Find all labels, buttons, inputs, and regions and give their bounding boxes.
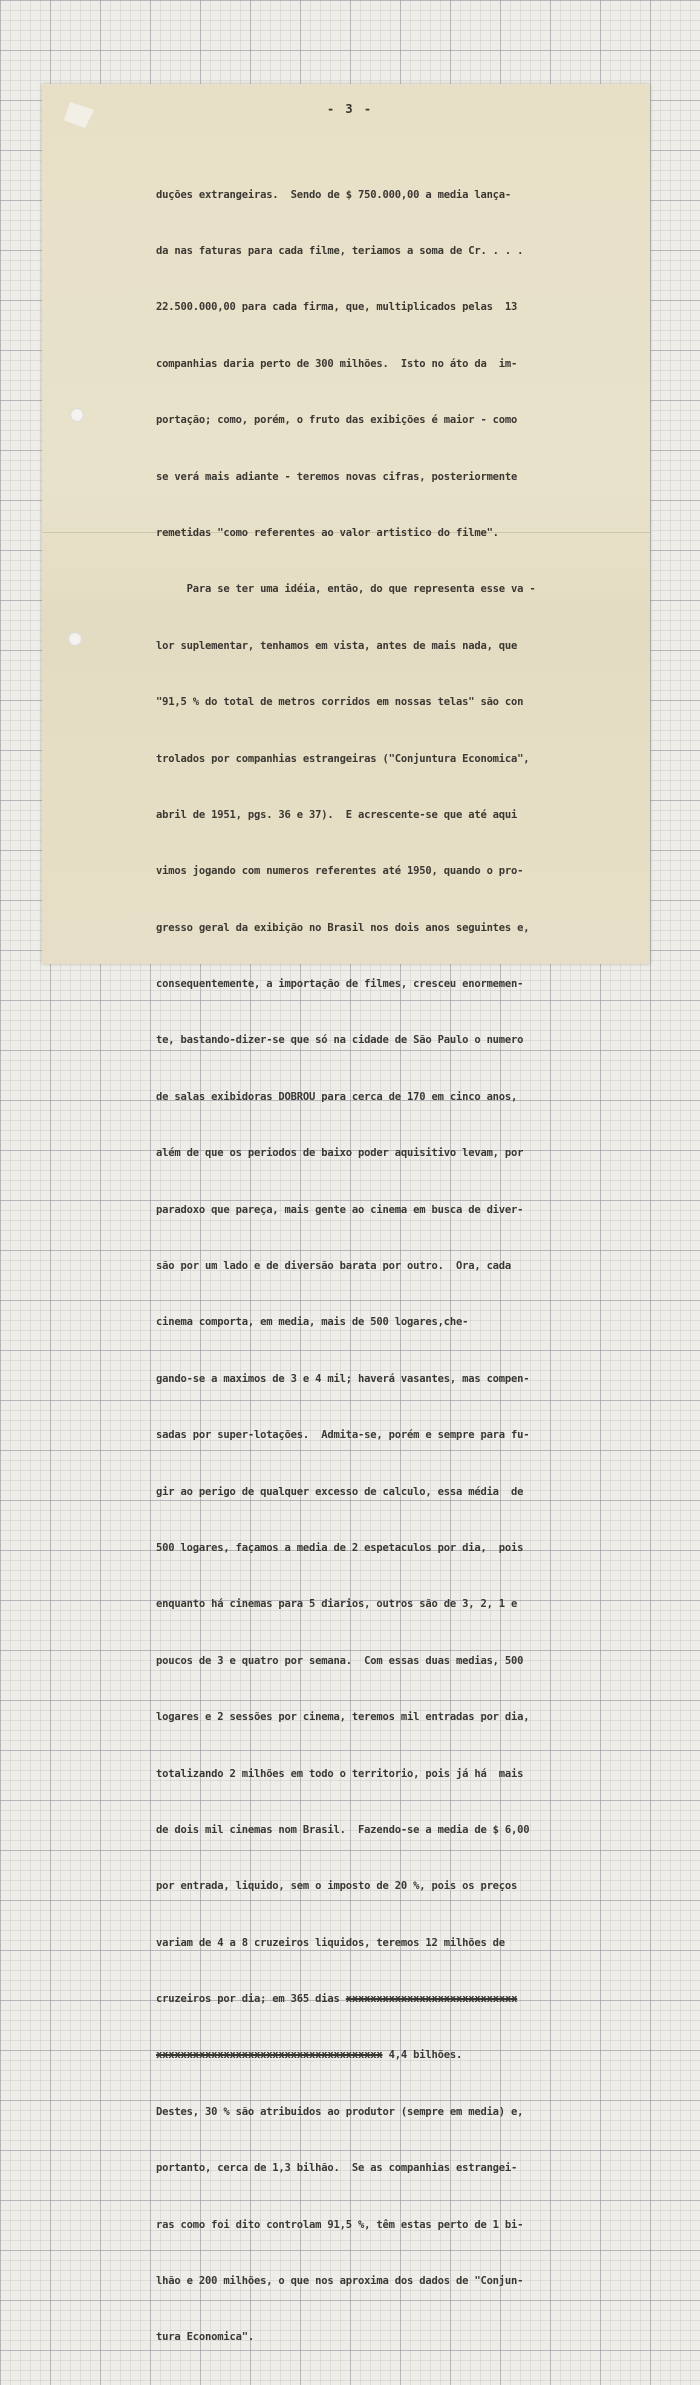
text-line: tura Economica". xyxy=(156,2331,254,2344)
text-line: sadas por super-lotações. Admita-se, porém e sempre para fu- xyxy=(156,1429,530,1442)
text-line xyxy=(156,1990,588,2009)
typewritten-page xyxy=(42,84,650,2344)
text-line: Para se ter uma idéia, então, do que representa esse va - xyxy=(156,583,536,596)
text-line: portação; como, porém, o fruto das exibições é maior - como xyxy=(156,414,518,427)
struck-out-text: xxxxxxxxxxxxxxxxxxxxxxxxxxxx xyxy=(345,1993,518,2006)
torn-corner xyxy=(64,102,94,128)
text-line: paradoxo que pareça, mais gente ao cinema em busca de diver- xyxy=(156,1203,524,1216)
text-line: variam de 4 a 8 cruzeiros liquidos, teremos 12 milhões de xyxy=(156,1936,505,1949)
text-line: totalizando 2 milhões em todo o territorio, pois já há mais xyxy=(156,1767,524,1780)
text-line: lhão e 200 milhões, o que nos aproxima dos dados de "Conjun- xyxy=(156,2275,524,2288)
text-line: gir ao perigo de qualquer excesso de calculo, essa média de xyxy=(156,1485,524,1498)
text-line: te, bastando-dizer-se que só na cidade de São Paulo o numero xyxy=(156,1034,524,1047)
text-line: enquanto há cinemas para 5 diarios, outros são de 3, 2, 1 e xyxy=(156,1598,518,1611)
text-line: além de que os periodos de baixo poder aquisitivo levam, por xyxy=(156,1147,524,1160)
text-line: cinema comporta, em media, mais de 500 logares,che- xyxy=(156,1316,469,1329)
text-line: portanto, cerca de 1,3 bilhão. Se as companhias estrangei- xyxy=(156,2162,518,2175)
text-line: por entrada, liquido, sem o imposto de 20 %, pois os preços xyxy=(156,1880,518,1893)
text-line: lor suplementar, tenhamos em vista, antes de mais nada, que xyxy=(156,639,518,652)
text-line: gando-se a maximos de 3 e 4 mil; haverá vasantes, mas compen- xyxy=(156,1372,530,1385)
text-line: se verá mais adiante - teremos novas cifras, posteriormente xyxy=(156,470,518,483)
text-line: 500 logares, façamos a media de 2 espetaculos por dia, pois xyxy=(156,1541,524,1554)
text-line xyxy=(156,2046,588,2065)
text-line: trolados por companhias estrangeiras ("Conjuntura Economica", xyxy=(156,752,530,765)
text-line: remetidas "como referentes ao valor artistico do filme". xyxy=(156,526,499,539)
text-line: consequentemente, a importação de filmes, cresceu enormemen- xyxy=(156,978,524,991)
text-fragment: 4,4 bilhões. xyxy=(382,2049,463,2062)
text-line: são por um lado e de diversão barata por outro. Ora, cada xyxy=(156,1260,512,1273)
text-line: da nas faturas para cada filme, teriamos a soma de Cr. . . . xyxy=(156,244,524,257)
punch-hole-top xyxy=(70,408,84,422)
punch-hole-bottom xyxy=(68,632,82,646)
text-line: gresso geral da exibição no Brasil nos dois anos seguintes e, xyxy=(156,921,530,934)
text-line: logares e 2 sessões por cinema, teremos mil entradas por dia, xyxy=(156,1711,530,1724)
text-line: vimos jogando com numeros referentes até 1950, quando o pro- xyxy=(156,865,524,878)
text-line: de dois mil cinemas nom Brasil. Fazendo-se a media de $ 6,00 xyxy=(156,1823,530,1836)
text-line: poucos de 3 e quatro por semana. Com essas duas medias, 500 xyxy=(156,1654,524,1667)
body-text xyxy=(156,148,588,2385)
text-line: abril de 1951, pgs. 36 e 37). E acrescente-se que até aqui xyxy=(156,808,518,821)
text-line: "91,5 % do total de metros corridos em nossas telas" são con xyxy=(156,696,524,709)
text-line: duções extrangeiras. Sendo de $ 750.000,00 a media lança- xyxy=(156,188,512,201)
text-line: 22.500.000,00 para cada firma, que, multiplicados pelas 13 xyxy=(156,301,518,314)
text-line: ras como foi dito controlam 91,5 %, têm estas perto de 1 bi- xyxy=(156,2218,524,2231)
text-line: de salas exibidoras DOBROU para cerca de 170 em cinco anos, xyxy=(156,1090,518,1103)
text-line: Destes, 30 % são atribuidos ao produtor (sempre em media) e, xyxy=(156,2105,524,2118)
page-number: - 3 - xyxy=(326,102,374,116)
text-line: companhias daria perto de 300 milhões. Isto no áto da im- xyxy=(156,357,518,370)
struck-out-text: xxxxxxxxxxxxxxxxxxxxxxxxxxxxxxxxxxxxx xyxy=(156,2049,383,2062)
text-fragment: cruzeiros por dia; em 365 dias xyxy=(156,1993,346,2006)
